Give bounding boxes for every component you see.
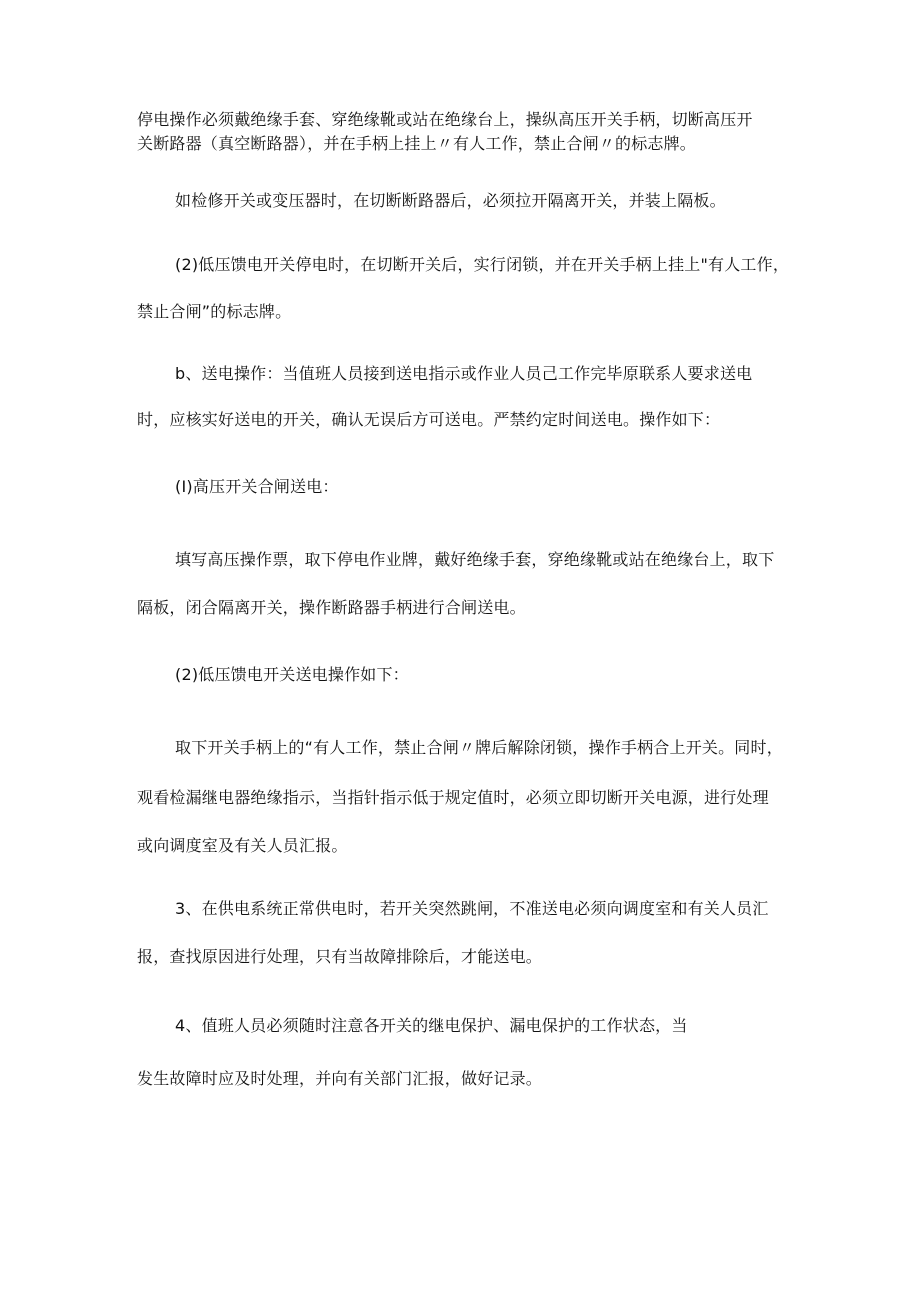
text-line: 取下开关手柄上的“有人工作，禁止合闸〃牌后解除闭锁，操作手柄合上开关。同时， xyxy=(175,738,783,757)
text-line: b、送电操作：当值班人员接到送电指示或作业人员己工作完毕原联系人要求送电 xyxy=(175,364,753,383)
text-line: 3、在供电系统正常供电时，若开关突然跳闸，不准送电必须向调度室和有关人员汇 xyxy=(175,899,769,918)
text-line: (2)低压馈电开关停电时，在切断开关后，实行闭锁，并在开关手柄上挂上"有人工作， xyxy=(175,255,790,274)
text-line: 关断路器（真空断路器），并在手柄上挂上〃有人工作，禁止合闸〃的标志牌。 xyxy=(137,134,697,153)
text-line: 发生故障时应及时处理，并向有关部门汇报，做好记录。 xyxy=(137,1069,543,1088)
text-line: 停电操作必须戴绝缘手套、穿绝缘靴或站在绝缘台上，操纵高压开关手柄，切断高压开 xyxy=(137,110,753,129)
text-line: 禁止合闸”的标志牌。 xyxy=(137,302,292,321)
text-line: 观看检漏继电器绝缘指示，当指针指示低于规定值时，必须立即切断开关电源，进行处理 xyxy=(137,788,769,807)
text-line: 时，应核实好送电的开关，确认无误后方可送电。严禁约定时间送电。操作如下： xyxy=(137,410,721,429)
text-line: 或向调度室及有关人员汇报。 xyxy=(137,836,348,855)
text-line: (2)低压馈电开关送电操作如下： xyxy=(175,665,409,684)
text-line: 如检修开关或变压器时，在切断断路器后，必须拉开隔离开关，并装上隔板。 xyxy=(175,191,726,210)
text-line: (I)高压开关合闸送电： xyxy=(175,477,339,496)
text-line: 填写高压操作票，取下停电作业牌，戴好绝缘手套，穿绝缘靴或站在绝缘台上，取下 xyxy=(175,550,775,569)
text-line: 报，查找原因进行处理，只有当故障排除后，才能送电。 xyxy=(137,947,543,966)
text-line: 隔板，闭合隔离开关，操作断路器手柄进行合闸送电。 xyxy=(137,598,526,617)
text-line: 4、值班人员必须随时注意各开关的继电保护、漏电保护的工作状态，当 xyxy=(175,1016,688,1035)
